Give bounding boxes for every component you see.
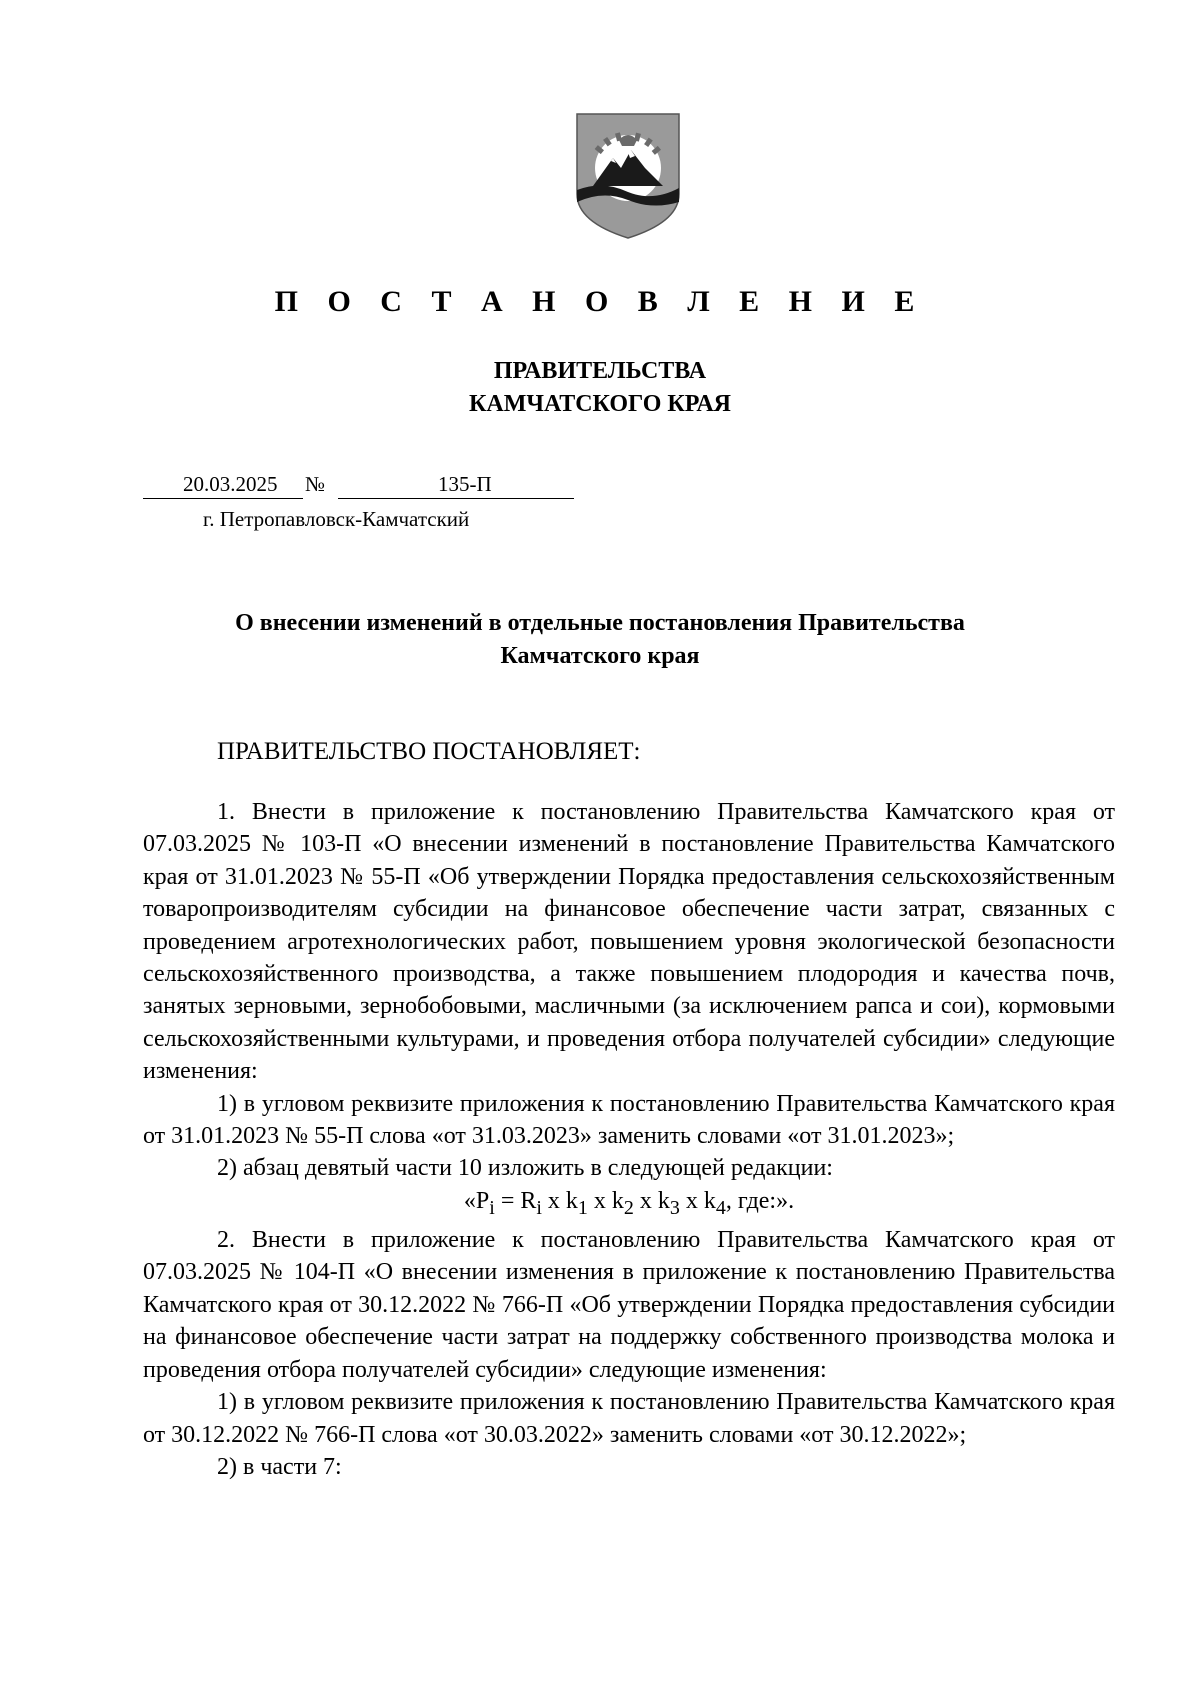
document-number: 135-П: [438, 472, 492, 496]
title-line-1: О внесении изменений в отдельные постановления Правительства: [235, 610, 965, 636]
paragraph-1: 1. Внести в приложение к постановлению Правительства Камчатского края от 07.03.2025 № 103-П «О внесении изменений в постановление Правительства Камчатского края от 31.01.2023 № 55-П «Об утверждении Порядка предоставления сельскохозяйственным товаропроизводителям субсидии на финансовое обеспечение части затрат, связанных с проведением агротехнологических работ, повышением уровня экологической безопасности сельскохозяйственного производства, а также повышением плодородия и качества почв, занятых зерновыми, зернобобовыми, масличными (за исключением рапса и сои), кормовыми сельскохозяйственными культурами, и проведения отбора получателей субсидии» следующие изменения:: [143, 799, 1115, 1085]
paragraph-1-item-1: 1) в угловом реквизите приложения к постановлению Правительства Камчатского края от 31.01.2023 № 55-П слова «от 31.03.2023» заменить словами «от 31.01.2023»;: [143, 1090, 1115, 1150]
number-sign: №: [305, 472, 326, 496]
document-title: [0, 607, 1200, 673]
paragraph-2-item-1: 1) в угловом реквизите приложения к постановлению Правительства Камчатского края от 30.12.2022 № 766-П слова «от 30.03.2022» заменить словами «от 30.12.2022»;: [143, 1389, 1115, 1448]
formula: «$P_i = R_i$ x $k_1$ x $k_2$ x $k_3$ x $k_4$, где:».: [463, 1187, 795, 1219]
authority-line-2: КАМЧАТСКОГО КРАЯ: [468, 391, 732, 417]
paragraph-2: 2. Внести в приложение к постановлению Правительства Камчатского края от 07.03.2025 № 104-П «О внесении изменения в приложение к постановлению Правительства Камчатского края от 30.12.2022 № 766-П «Об утверждении Порядка предоставления субсидии на финансовое обеспечение части затрат на поддержку собственного производства молока и проведения отбора получателей субсидии» следующие изменения:: [143, 1227, 1115, 1383]
decree-phrase: ПРАВИТЕЛЬСТВО ПОСТАНОВЛЯЕТ:: [217, 738, 641, 765]
paragraph-1-item-2: 2) абзац девятый части 10 изложить в следующей редакции:: [217, 1155, 833, 1182]
title-line-2: Камчатского края: [500, 643, 700, 669]
document-date: 20.03.2025: [183, 472, 278, 496]
paragraph-2-item-2: 2) в части 7:: [217, 1453, 342, 1480]
document-type-heading: П О С Т А Н О В Л Е Н И Е: [274, 285, 926, 318]
document-place: г. Петропавловск-Камчатский: [203, 507, 470, 531]
document-body: [143, 796, 1115, 1483]
issuing-authority: [0, 355, 1200, 421]
coat-of-arms-emblem: [573, 110, 683, 242]
authority-line-1: ПРАВИТЕЛЬСТВА: [493, 358, 707, 384]
